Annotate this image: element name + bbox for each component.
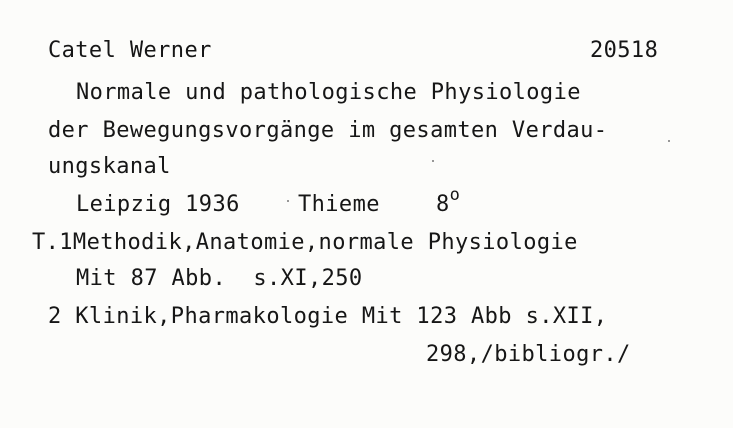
dust-speck (668, 140, 670, 142)
imprint-format (436, 185, 461, 219)
title-line-2: der Bewegungsvorgänge im gesamten Verdau- (48, 118, 608, 143)
card-number: 20518 (590, 38, 659, 63)
dust-speck (432, 160, 434, 162)
format-superscript: o (449, 185, 461, 205)
volume-1: T.1Methodik,Anatomie,normale Physiologie (32, 230, 578, 255)
dust-speck (287, 200, 289, 202)
title-line-1: Normale und pathologische Physiologie (76, 80, 581, 105)
imprint-place-year: Leipzig 1936 (76, 192, 240, 217)
volume-1-extent: Mit 87 Abb. s.XI,250 (76, 266, 363, 291)
volume-2-extent: 298,/bibliogr./ (426, 342, 631, 367)
author: Catel Werner (48, 38, 212, 63)
volume-2: 2 Klinik,Pharmakologie Mit 123 Abb s.XII, (48, 304, 608, 329)
title-line-3: ungskanal (48, 154, 171, 179)
imprint-publisher: Thieme (298, 192, 380, 217)
format-number: 8 (436, 192, 450, 217)
